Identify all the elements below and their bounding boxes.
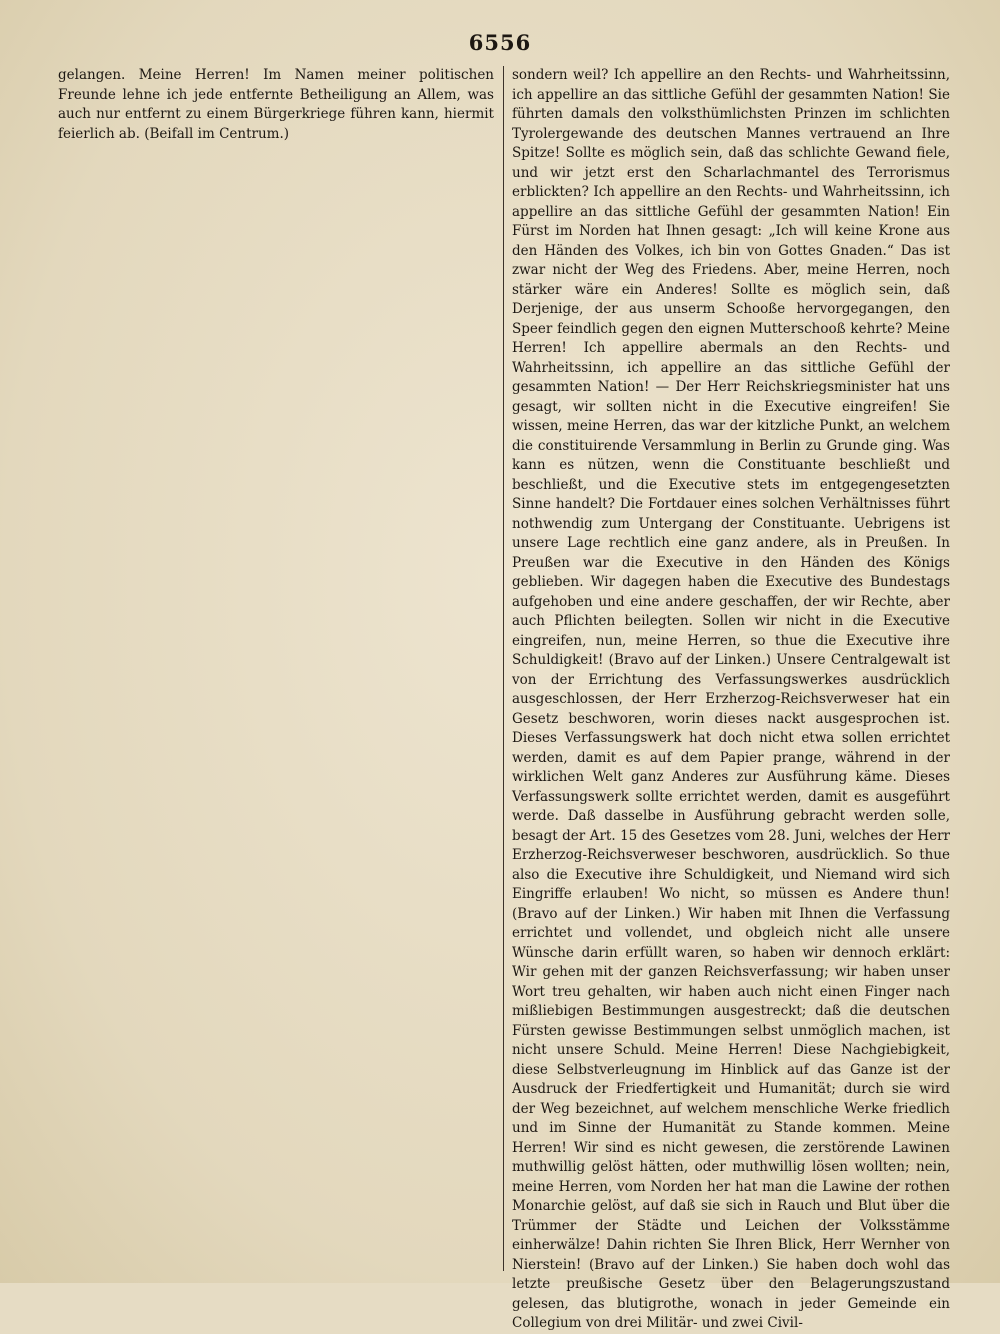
page-number: 6556: [468, 30, 532, 55]
right-column: [512, 66, 950, 1331]
column-divider: [503, 66, 504, 1271]
right-column-text: sondern weil? Ich appellire an den Rechts- und Wahrheitssinn, ich appellire an das sittliche Gefühl der gesammten Nation! Sie führten damals den volksthümlichsten Prinzen im schlichten Tyrolergewande des deutschen Mannes vertrauend an Ihre Spitze! Sollte es möglich sein, daß das schlichte Gewand fiele, und wir jetzt erst den Scharlachmantel des Terrorismus erblickten? Ich appellire an den Rechts- und Wahrheitssinn, ich appellire an das sittliche Gefühl der gesammten Nation! Ein Fürst im Norden hat Ihnen gesagt: „Ich will keine Krone aus den Händen des Volkes, ich bin von Gottes Gnaden.“ Das ist zwar nicht der Weg des Friedens. Aber, meine Herren, noch stärker wäre ein Anderes! Sollte es möglich sein, daß Derjenige, der aus unserm Schooße hervorgegangen, den Speer feindlich gegen den eignen Mutterschooß kehrte? Meine Herren! Ich appellire abermals an den Rechts- und Wahrheitssinn, ich appellire an das sittliche Gefühl der gesammten Nation! — Der Herr Reichskriegsminister hat uns gesagt, wir sollten nicht in die Executive eingreifen! Sie wissen, meine Herren, das war der kitzliche Punkt, an welchem die constituirende Versammlung in Berlin zu Grunde ging. Was kann es nützen, wenn die Constituante beschließt und beschließt, und die Executive stets im entgegengesetzten Sinne handelt? Die Fortdauer eines solchen Verhältnisses führt nothwendig zum Untergang der Constituante. Uebrigens ist unsere Lage rechtlich eine ganz andere, als in Preußen. In Preußen war die Executive in den Händen des Königs geblieben. Wir dagegen haben die Executive des Bundestags aufgehoben und eine andere geschaffen, der wir Rechte, aber auch Pflichten beilegten. Sollen wir nicht in die Executive eingreifen, nun, meine Herren, so thue die Executive ihre Schuldigkeit! (Bravo auf der Linken.) Unsere Centralgewalt ist von der Errichtung des Verfassungswerkes ausdrücklich ausgeschlossen, der Herr Erzherzog-Reichsverweser hat ein Gesetz beschworen, worin dieses nackt ausgesprochen ist. Dieses Verfassungswerk hat doch nicht etwa sollen errichtet werden, damit es auf dem Papier prange, während in der wirklichen Welt ganz Anderes zur Ausführung käme. Dieses Verfassungswerk sollte errichtet werden, damit es ausgeführt werde. Daß dasselbe in Ausführung gebracht werden solle, besagt der Art. 15 des Gesetzes vom 28. Juni, welches der Herr Erzherzog-Reichsverweser beschworen, ausdrücklich. So thue also die Executive ihre Schuldigkeit, und Niemand wird sich Eingriffe erlauben! Wo nicht, so müssen es Andere thun! (Bravo auf der Linken.) Wir haben mit Ihnen die Verfassung errichtet und vollendet, und obgleich nicht alle unsere Wünsche darin erfüllt waren, so haben wir dennoch erklärt: Wir gehen mit der ganzen Reichsverfassung; wir haben unser Wort treu gehalten, wir haben auch nicht einen Finger nach mißliebigen Bestimmungen ausgestreckt; daß die deutschen Fürsten gewisse Bestimmungen selbst unmöglich machen, ist nicht unsere Schuld. Meine Herren! Diese Nachgiebigkeit, diese Selbstverleugnung im Hinblick auf das Ganze ist der Ausdruck der Friedfertigkeit und Humanität; durch sie wird der Weg bezeichnet, auf welchem menschliche Werke friedlich und im Sinne der Humanität zu Stande kommen. Meine Herren! Wir sind es nicht gewesen, die zerstörende Lawinen muthwillig gelöst hätten, oder muthwillig lösen wollten; nein, meine Herren, vom Norden her hat man die Lawine der rothen Monarchie gelöst, auf daß sie sich in Rauch und Blut über die Trümmer der Städte und Leichen der Volksstämme einherwälze! Dahin richten Sie Ihren Blick, Herr Wernher von Nierstein! (Bravo auf der Linken.) Sie haben doch wohl das letzte preußische Gesetz über den Belagerungszustand gelesen, das blutigrothe, wonach in jeder Gemeinde ein Collegium von drei Militär- und zwei Civil-: [512, 67, 950, 1331]
left-column-text: gelangen. Meine Herren! Im Namen meiner politischen Freunde lehne ich jede entfernte Betheiligung an Allem, was auch nur entfernt zu einem Bürgerkriege führen kann, hiermit feierlich ab. (Beifall im Centrum.): [58, 67, 494, 142]
left-column: [58, 66, 494, 1274]
